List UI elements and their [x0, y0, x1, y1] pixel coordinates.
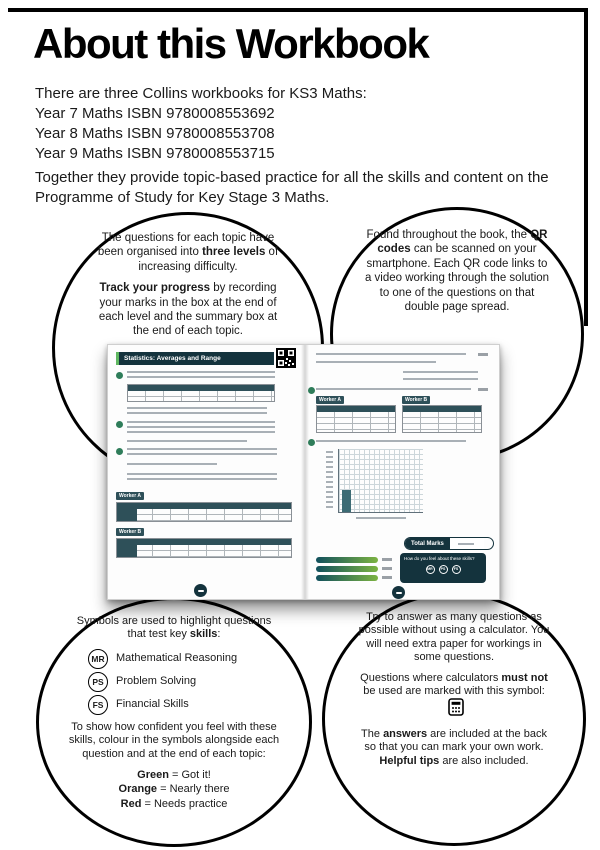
skill-row-ps [88, 672, 260, 692]
mini-table [316, 405, 396, 433]
skills-feedback-circles [404, 565, 482, 574]
question-number-icon [116, 448, 123, 455]
isbn-line-year7: Year 7 Maths ISBN 9780008553692 [35, 104, 275, 122]
legend-green: Green = Got it! [137, 769, 211, 782]
worker-a-label: Worker A [316, 396, 344, 404]
skill-label-fs: Financial Skills [116, 698, 189, 711]
graph-grid [338, 449, 423, 513]
fs-badge-icon: FS [88, 695, 108, 715]
text-placeholder [127, 473, 277, 482]
text-placeholder [316, 353, 466, 357]
intro-block [35, 84, 367, 164]
legend-orange: Orange = Nearly there [118, 783, 230, 796]
marks-placeholder [478, 388, 488, 391]
ps-badge-icon: PS [88, 672, 108, 692]
text-placeholder [127, 407, 267, 416]
bubble-calculator [322, 592, 586, 846]
skill-row-fs [88, 695, 260, 715]
level-progress-bar [316, 575, 378, 581]
bubble-symbols-confidence: To show how confident you feel with these skills, colour in the symbols alongside each question and at the end of each topic: [68, 720, 280, 760]
marks-placeholder [382, 576, 392, 579]
text-placeholder [127, 448, 277, 457]
level-progress-bar [316, 557, 378, 563]
mr-badge-icon: MR [426, 565, 435, 574]
qr-code-icon [276, 348, 296, 368]
text-placeholder [316, 388, 471, 392]
text-placeholder [127, 371, 275, 380]
bubble-qr-paragraph: Found throughout the book, the QR codes can be scanned on your smartphone. Each QR code links to a video working through the solution to one of the questions on that double page spread. [364, 229, 550, 313]
marks-placeholder [478, 353, 488, 356]
sample-spread [107, 344, 500, 600]
level-progress-bar [316, 566, 378, 572]
axis-caption-placeholder [356, 517, 406, 520]
question-number-icon [116, 372, 123, 379]
fs-badge-icon: FS [452, 565, 461, 574]
bubble-calc-paragraph-2 [357, 672, 551, 721]
page-title: About this Workbook [33, 20, 429, 67]
question-number-icon [308, 387, 315, 394]
marks-placeholder [382, 567, 392, 570]
text-placeholder [127, 421, 275, 435]
ps-badge-icon: PS [439, 565, 448, 574]
text-placeholder [316, 440, 466, 444]
table-row-header [117, 539, 137, 557]
legend-red: Red = Needs practice [120, 797, 228, 810]
marks-placeholder [382, 558, 392, 561]
skill-row-mr [88, 649, 260, 669]
spread-left-page [108, 345, 301, 599]
worker-b-label: Worker B [116, 528, 144, 536]
skill-label-mr: Mathematical Reasoning [116, 652, 238, 665]
bubble-symbols [36, 597, 312, 847]
mini-table [116, 502, 292, 522]
mini-table [127, 384, 275, 402]
bubble-calc-paragraph-2-text: Questions where calculators must not be used are marked with this symbol: [360, 671, 548, 698]
page-border-top [8, 8, 588, 12]
text-placeholder [403, 371, 478, 375]
text-placeholder [127, 463, 217, 467]
spread-right-page [308, 345, 501, 599]
page-border-right [584, 8, 588, 326]
question-number-icon [308, 439, 315, 446]
page-number-circle [392, 586, 405, 599]
bubble-calc-paragraph-1: Try to answer as many questions as possible without using a calculator. You will need extra paper for workings in some questions. [358, 611, 550, 664]
total-marks-blank [450, 538, 484, 549]
bubble-levels-paragraph-2: Track your progress by recording your marks in the box at the end of each level and the summary box at the end of each topic. [98, 282, 278, 338]
skills-feedback-prompt: How do you feel about these skills? [404, 556, 475, 561]
bubble-levels-paragraph-1: The questions for each topic have been organised into three levels of increasing difficulty. [97, 232, 279, 273]
text-placeholder [316, 361, 436, 365]
text-placeholder [403, 378, 478, 382]
skills-feedback-box [400, 553, 486, 583]
question-number-icon [116, 421, 123, 428]
frequency-bar [342, 490, 351, 512]
mini-table [402, 405, 482, 433]
intro-line: There are three Collins workbooks for KS3 Maths: [35, 85, 367, 102]
isbn-line-year8: Year 8 Maths ISBN 9780008553708 [35, 124, 275, 142]
table-row-header [117, 503, 137, 521]
text-placeholder [127, 440, 247, 444]
score-placeholder [458, 543, 474, 546]
mr-badge-icon: MR [88, 649, 108, 669]
total-marks-box [404, 537, 494, 550]
no-calculator-icon [448, 698, 464, 720]
bubble-calc-paragraph-3: The answers are included at the back so that you can mark your own work. Helpful tips are also included. [361, 727, 547, 767]
summary-paragraph: Together they provide topic-based practice for all the skills and content on the Programme of Study for Key Stage 3 Maths. [35, 169, 549, 207]
axis-labels-placeholder [326, 451, 333, 511]
page-number-circle [194, 584, 207, 597]
isbn-line-year9: Year 9 Maths ISBN 9780008553715 [35, 144, 275, 162]
worker-b-label: Worker B [402, 396, 430, 404]
mini-table [116, 538, 292, 558]
skill-label-ps: Problem Solving [116, 675, 197, 688]
worker-a-label: Worker A [116, 492, 144, 500]
bubble-symbols-intro: Symbols are used to highlight questions that test key skills: [76, 615, 272, 641]
topic-header: Statistics: Averages and Range [116, 352, 274, 365]
total-marks-label: Total Marks [405, 538, 450, 549]
confidence-legend [67, 768, 281, 811]
